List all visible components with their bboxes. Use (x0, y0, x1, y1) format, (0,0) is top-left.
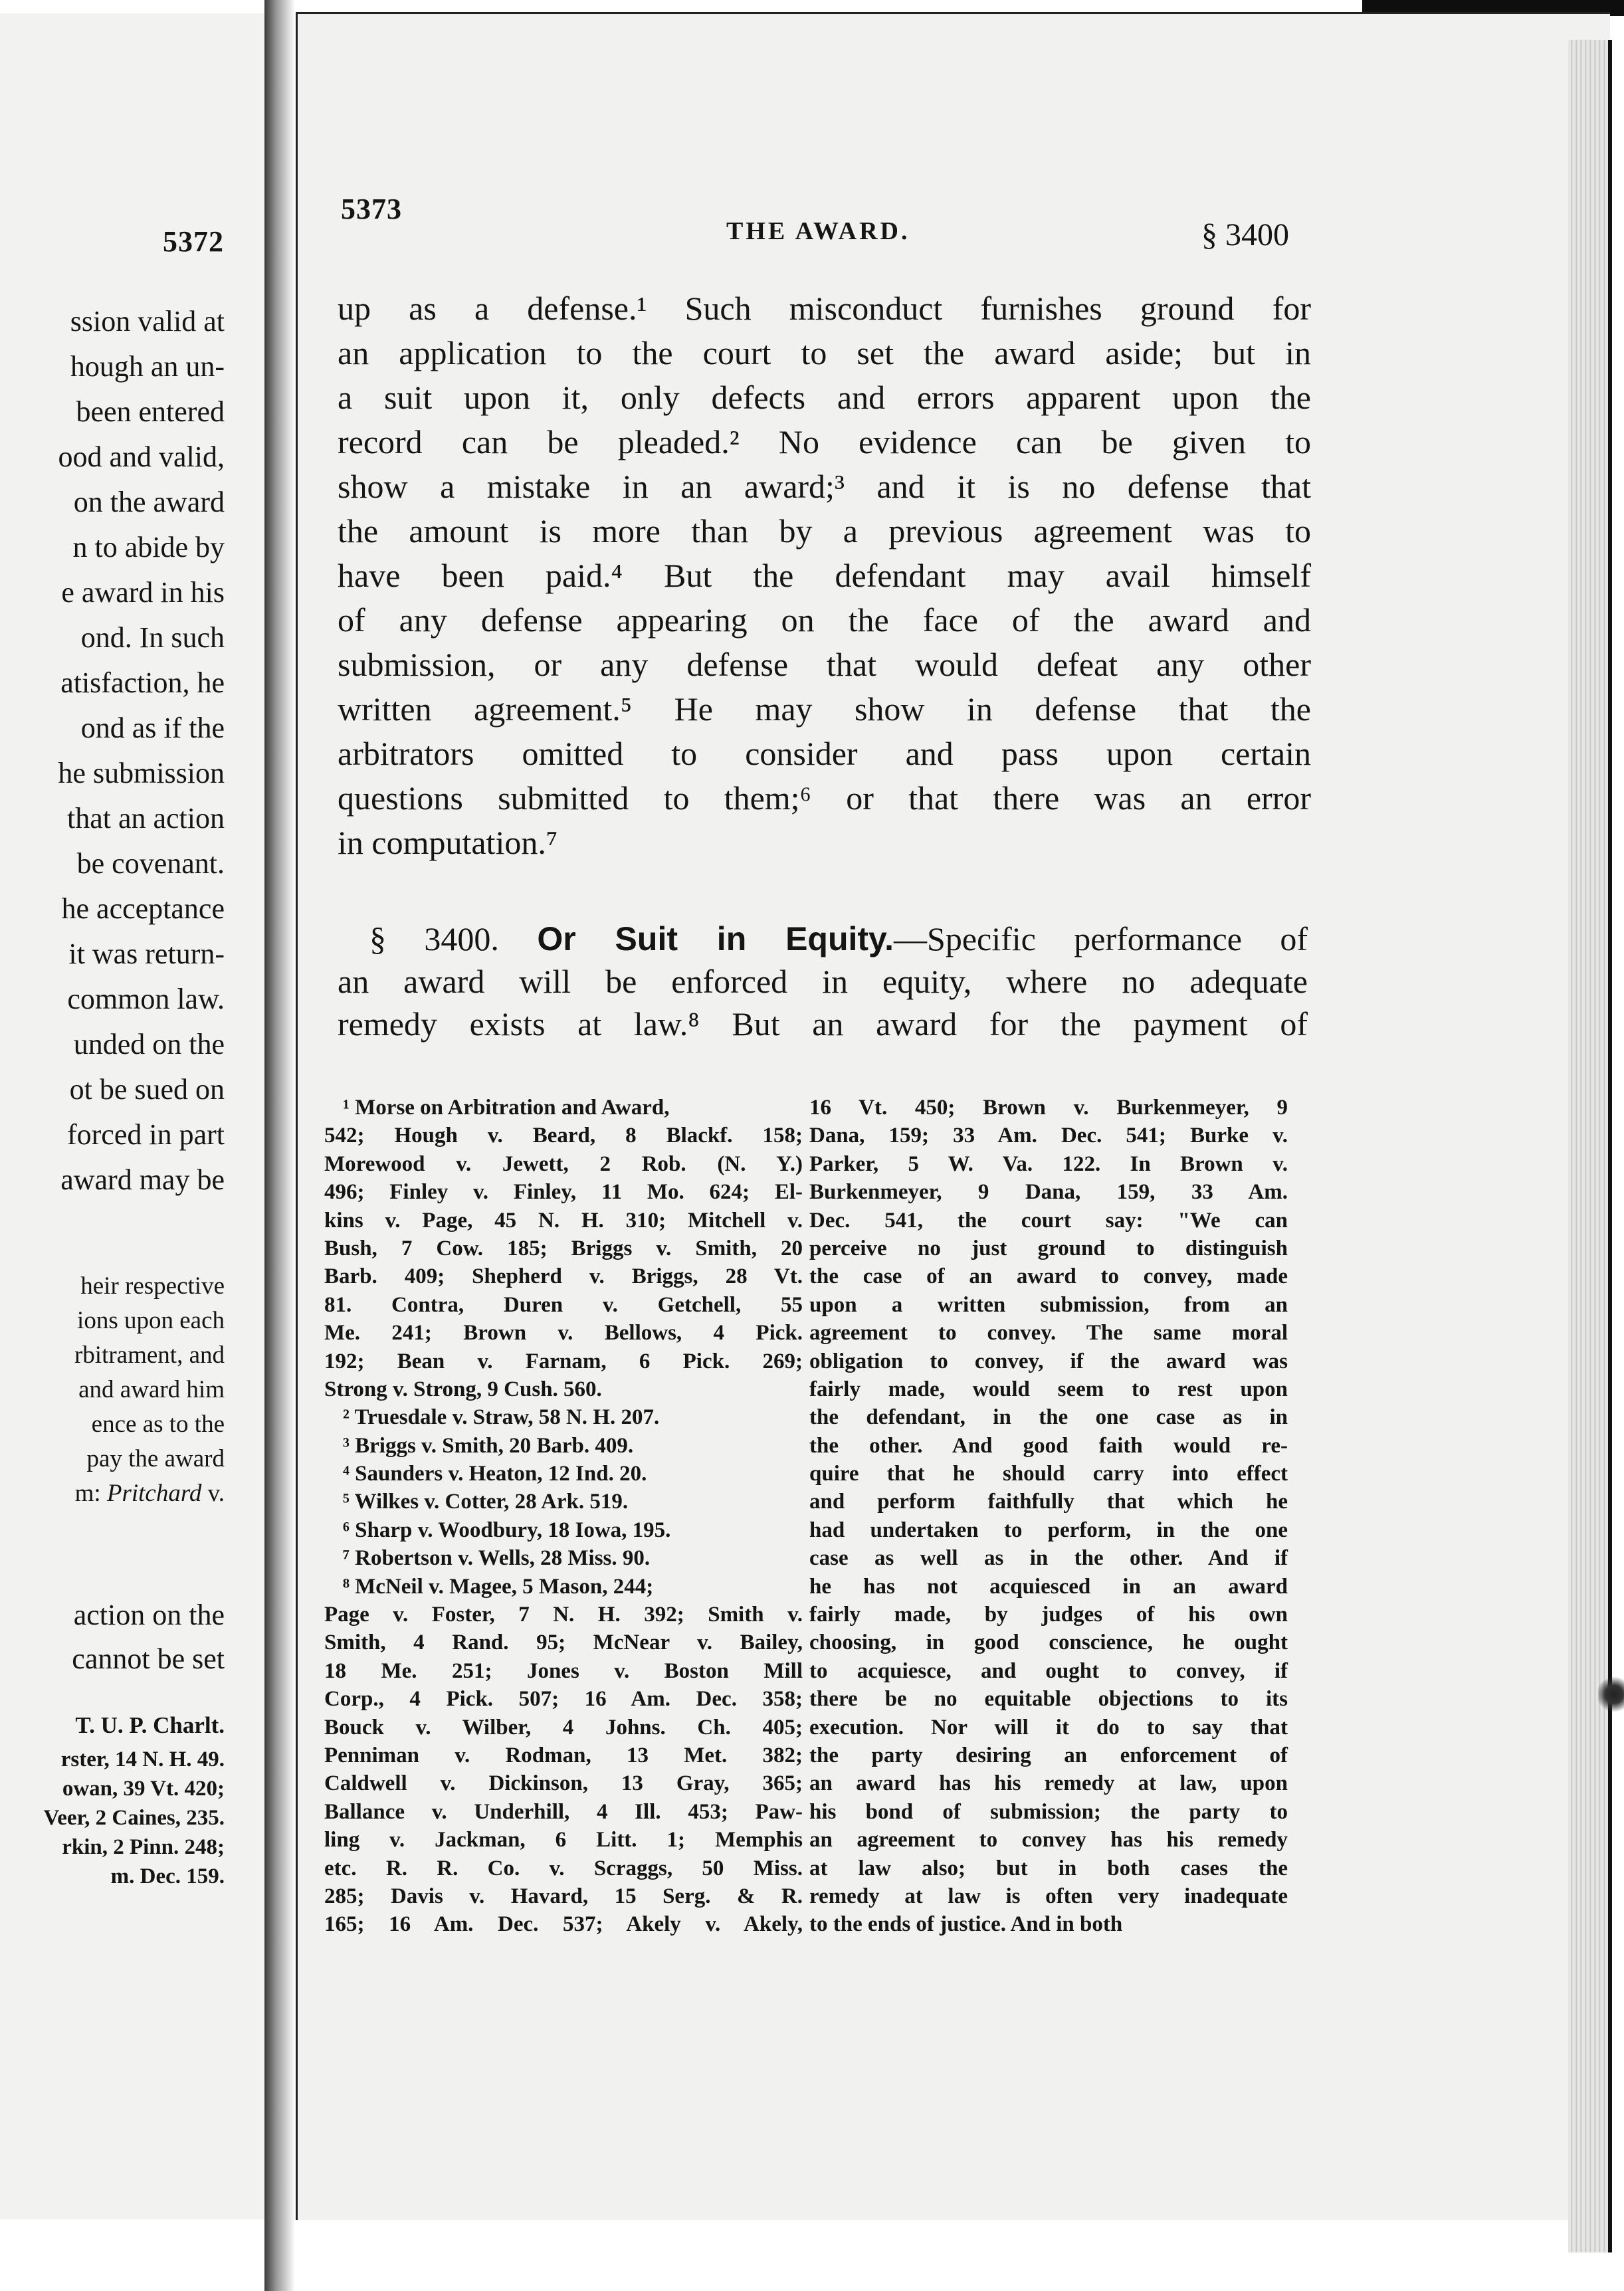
footnote-line: ¹ Morse on Arbitration and Award, (343, 1096, 670, 1120)
text-line: of any defense appearing on the face of the award and (338, 601, 1311, 639)
text-line: atisfaction, he (60, 666, 225, 699)
footnote-line: 192; Bean v. Farnam, 6 Pick. 269; (324, 1349, 803, 1373)
footnote-line: Parker, 5 W. Va. 122. In Brown v. (809, 1151, 1288, 1176)
text-line: submission, or any defense that would defeat any other (338, 646, 1311, 683)
text-line: written agreement.⁵ He may show in defense that the (338, 690, 1311, 728)
footnote-line: ⁷ Robertson v. Wells, 28 Miss. 90. (343, 1546, 651, 1571)
text-line: ood and valid, (58, 441, 225, 473)
footnote-line: ⁴ Saunders v. Heaton, 12 Ind. 20. (343, 1462, 647, 1486)
footnote-line: Bush, 7 Cow. 185; Briggs v. Smith, 20 (324, 1236, 803, 1260)
text-line: pay the award (86, 1445, 225, 1472)
footnote-line: Caldwell v. Dickinson, 13 Gray, 365; (324, 1771, 803, 1796)
case-name: Pritchard (106, 1480, 202, 1507)
text-line: action on the (73, 1599, 225, 1631)
footnotes-column-1 (324, 1094, 803, 1939)
section-3400 (338, 918, 1308, 1045)
footnote-line: Me. 241; Brown v. Bellows, 4 Pick. (324, 1321, 803, 1345)
running-title: THE AWARD. (726, 217, 910, 245)
footnote-line: the other. And good faith would re- (809, 1433, 1288, 1458)
footnote-line: upon a written submission, from an (809, 1292, 1288, 1317)
footnote-line: ⁶ Sharp v. Woodbury, 18 Iowa, 195. (343, 1518, 671, 1542)
footnote-line: Ballance v. Underhill, 4 Ill. 453; Paw- (324, 1799, 803, 1824)
text-line: award may be (60, 1163, 225, 1196)
text-line: e award in his (61, 576, 225, 609)
text-line: ence as to the (91, 1411, 225, 1438)
left-page-number: 5372 (163, 225, 224, 258)
footnote-line: the defendant, in the one case as in (809, 1405, 1288, 1430)
text-line: arbitrators omitted to consider and pass upon certain (338, 735, 1311, 772)
text-line: rbitrament, and (74, 1342, 225, 1369)
footnote-line: the party desiring an enforcement of (809, 1743, 1288, 1767)
left-body-text-2 (72, 1593, 225, 1681)
footnote-line: Bouck v. Wilber, 4 Johns. Ch. 405; (324, 1715, 803, 1740)
footnote-line: the case of an award to convey, made (809, 1264, 1288, 1289)
section-number: § 3400. (369, 920, 499, 957)
text-line: remedy exists at law.⁸ But an award for the payment of (338, 1005, 1308, 1043)
page-edge (1568, 40, 1612, 2252)
footnote-line: agreement to convey. The same moral (809, 1321, 1288, 1345)
footnote-line: rster, 14 N. H. 49. (60, 1747, 225, 1771)
left-footnotes (43, 1706, 225, 1891)
text-line: an award will be enforced in equity, where no adequate (338, 963, 1308, 1000)
footnote-line: ⁸ McNeil v. Magee, 5 Mason, 244; (343, 1574, 654, 1599)
footnote-line: an award has his remedy at law, upon (809, 1771, 1288, 1796)
footnote-line: Barb. 409; Shepherd v. Briggs, 28 Vt. (324, 1264, 803, 1289)
footnote-line: Smith, 4 Rand. 95; McNear v. Bailey, (324, 1631, 803, 1655)
left-body-text (58, 299, 225, 1203)
footnote-line: 81. Contra, Duren v. Getchell, 55 (324, 1292, 803, 1317)
footnote-line: ling v. Jackman, 6 Litt. 1; Memphis (324, 1828, 803, 1852)
text-fragment: v. (207, 1480, 225, 1507)
text-line: ond. In such (80, 621, 225, 654)
text-line: forced in part (67, 1118, 225, 1151)
text-line: a suit upon it, only defects and errors apparent upon the (338, 379, 1311, 416)
text-line: on the award (73, 486, 225, 518)
text-line: an application to the court to set the award aside; but in (338, 334, 1311, 371)
section-first-line (338, 918, 1308, 960)
footnote-line: 18 Me. 251; Jones v. Boston Mill (324, 1658, 803, 1683)
footnote-line: 285; Davis v. Havard, 15 Serg. & R. (324, 1884, 803, 1908)
footnote-line: Page v. Foster, 7 N. H. 392; Smith v. (324, 1603, 803, 1627)
left-note-text (74, 1269, 225, 1511)
text-line: common law. (67, 983, 225, 1015)
text-line: been entered (76, 395, 225, 428)
footnote-line: case as well as in the other. And if (809, 1546, 1288, 1571)
footnote-line: quire that he should carry into effect (809, 1462, 1288, 1486)
footnote-line: Dec. 541, the court say: "We can (809, 1208, 1288, 1233)
footnote-line: rkin, 2 Pinn. 248; (62, 1835, 225, 1859)
right-page-number: 5373 (341, 193, 402, 225)
scan-artifact (1598, 1674, 1624, 1714)
footnote-line: there be no equitable objections to its (809, 1687, 1288, 1712)
book-gutter (264, 0, 295, 2291)
text-line: heir respective (80, 1272, 225, 1300)
text-line (74, 1476, 225, 1511)
footnote-line: and perform faithfully that which he (809, 1490, 1288, 1514)
text-line: questions submitted to them;⁶ or that there was an error (338, 779, 1311, 817)
body-text (338, 286, 1311, 865)
footnote-line: fairly made, would seem to rest upon (809, 1377, 1288, 1401)
text-line: record can be pleaded.² No evidence can be given to (338, 423, 1311, 460)
text-line: have been paid.⁴ But the defendant may avail himself (338, 557, 1311, 594)
text-line: the amount is more than by a previous agreement was to (338, 512, 1311, 549)
text-line: up as a defense.¹ Such misconduct furnishes ground for (338, 290, 1311, 327)
footnote-line: 496; Finley v. Finley, 11 Mo. 624; El- (324, 1180, 803, 1205)
footnote-line: kins v. Page, 45 N. H. 310; Mitchell v. (324, 1208, 803, 1233)
text-line: ot be sued on (69, 1073, 225, 1106)
footnote-line: to the ends of justice. And in both (809, 1912, 1123, 1937)
footnote-line: 165; 16 Am. Dec. 537; Akely v. Akely, (324, 1912, 803, 1937)
right-page (296, 12, 1610, 2220)
footnote-line: at law also; but in both cases the (809, 1856, 1288, 1880)
text-line: that an action (66, 802, 225, 835)
footnote-line: had undertaken to perform, in the one (809, 1518, 1288, 1542)
text-line: in computation.⁷ (338, 824, 558, 861)
text-fragment: —Specific performance of (894, 920, 1308, 957)
footnote-line: execution. Nor will it do to say that (809, 1715, 1288, 1740)
footnote-line: fairly made, by judges of his own (809, 1603, 1288, 1627)
footnote-line: etc. R. R. Co. v. Scraggs, 50 Miss. (324, 1856, 803, 1880)
footnote-head: T. U. P. Charlt. (75, 1712, 225, 1738)
text-line: he submission (58, 757, 225, 789)
text-line: unded on the (73, 1028, 225, 1060)
footnote-line: an agreement to convey has his remedy (809, 1828, 1288, 1852)
text-line: n to abide by (72, 531, 225, 563)
footnote-line: to acquiesce, and ought to convey, if (809, 1658, 1288, 1683)
text-line: he acceptance (61, 892, 225, 925)
section-heading: Or Suit in Equity. (537, 920, 894, 957)
text-line: show a mistake in an award;³ and it is no defense that (338, 468, 1311, 505)
footnote-line: remedy at law is often very inadequate (809, 1884, 1288, 1908)
text-line: it was return- (68, 938, 225, 970)
left-page (0, 13, 266, 2219)
footnote-line: ² Truesdale v. Straw, 58 N. H. 207. (343, 1405, 660, 1430)
footnote-line: Penniman v. Rodman, 13 Met. 382; (324, 1743, 803, 1767)
footnote-line: Veer, 2 Caines, 235. (43, 1806, 225, 1830)
footnote-line: Strong v. Strong, 9 Cush. 560. (324, 1377, 602, 1401)
text-line: ond as if the (80, 712, 225, 744)
footnote-line: ⁵ Wilkes v. Cotter, 28 Ark. 519. (343, 1490, 629, 1514)
footnote-line: Corp., 4 Pick. 507; 16 Am. Dec. 358; (324, 1687, 803, 1712)
footnote-line: Burkenmeyer, 9 Dana, 159, 33 Am. (809, 1180, 1288, 1205)
text-line: hough an un- (70, 350, 225, 383)
footnote-line: 542; Hough v. Beard, 8 Blackf. 158; (324, 1124, 803, 1148)
footnote-line: obligation to convey, if the award was (809, 1349, 1288, 1373)
footnote-line: owan, 39 Vt. 420; (62, 1777, 225, 1801)
footnote-line: ³ Briggs v. Smith, 20 Barb. 409. (343, 1433, 634, 1458)
footnote-line: m. Dec. 159. (110, 1864, 225, 1888)
footnote-line: he has not acquiesced in an award (809, 1574, 1288, 1599)
footnotes-column-2 (809, 1094, 1288, 1939)
footnote-line: Dana, 159; 33 Am. Dec. 541; Burke v. (809, 1124, 1288, 1148)
section-marker: § 3400 (1201, 217, 1289, 252)
text-line: cannot be set (72, 1643, 225, 1675)
footnote-line: Morewood v. Jewett, 2 Rob. (N. Y.) (324, 1151, 803, 1176)
text-line: be covenant. (76, 847, 225, 880)
text-line: and award him (78, 1376, 225, 1403)
footnote-line: choosing, in good conscience, he ought (809, 1631, 1288, 1655)
text-fragment: m: (74, 1480, 101, 1507)
footnote-line: his bond of submission; the party to (809, 1799, 1288, 1824)
text-line: ssion valid at (70, 305, 225, 338)
text-line: ions upon each (77, 1307, 225, 1334)
footnote-line: perceive no just ground to distinguish (809, 1236, 1288, 1260)
footnote-line: 16 Vt. 450; Brown v. Burkenmeyer, 9 (809, 1096, 1288, 1120)
